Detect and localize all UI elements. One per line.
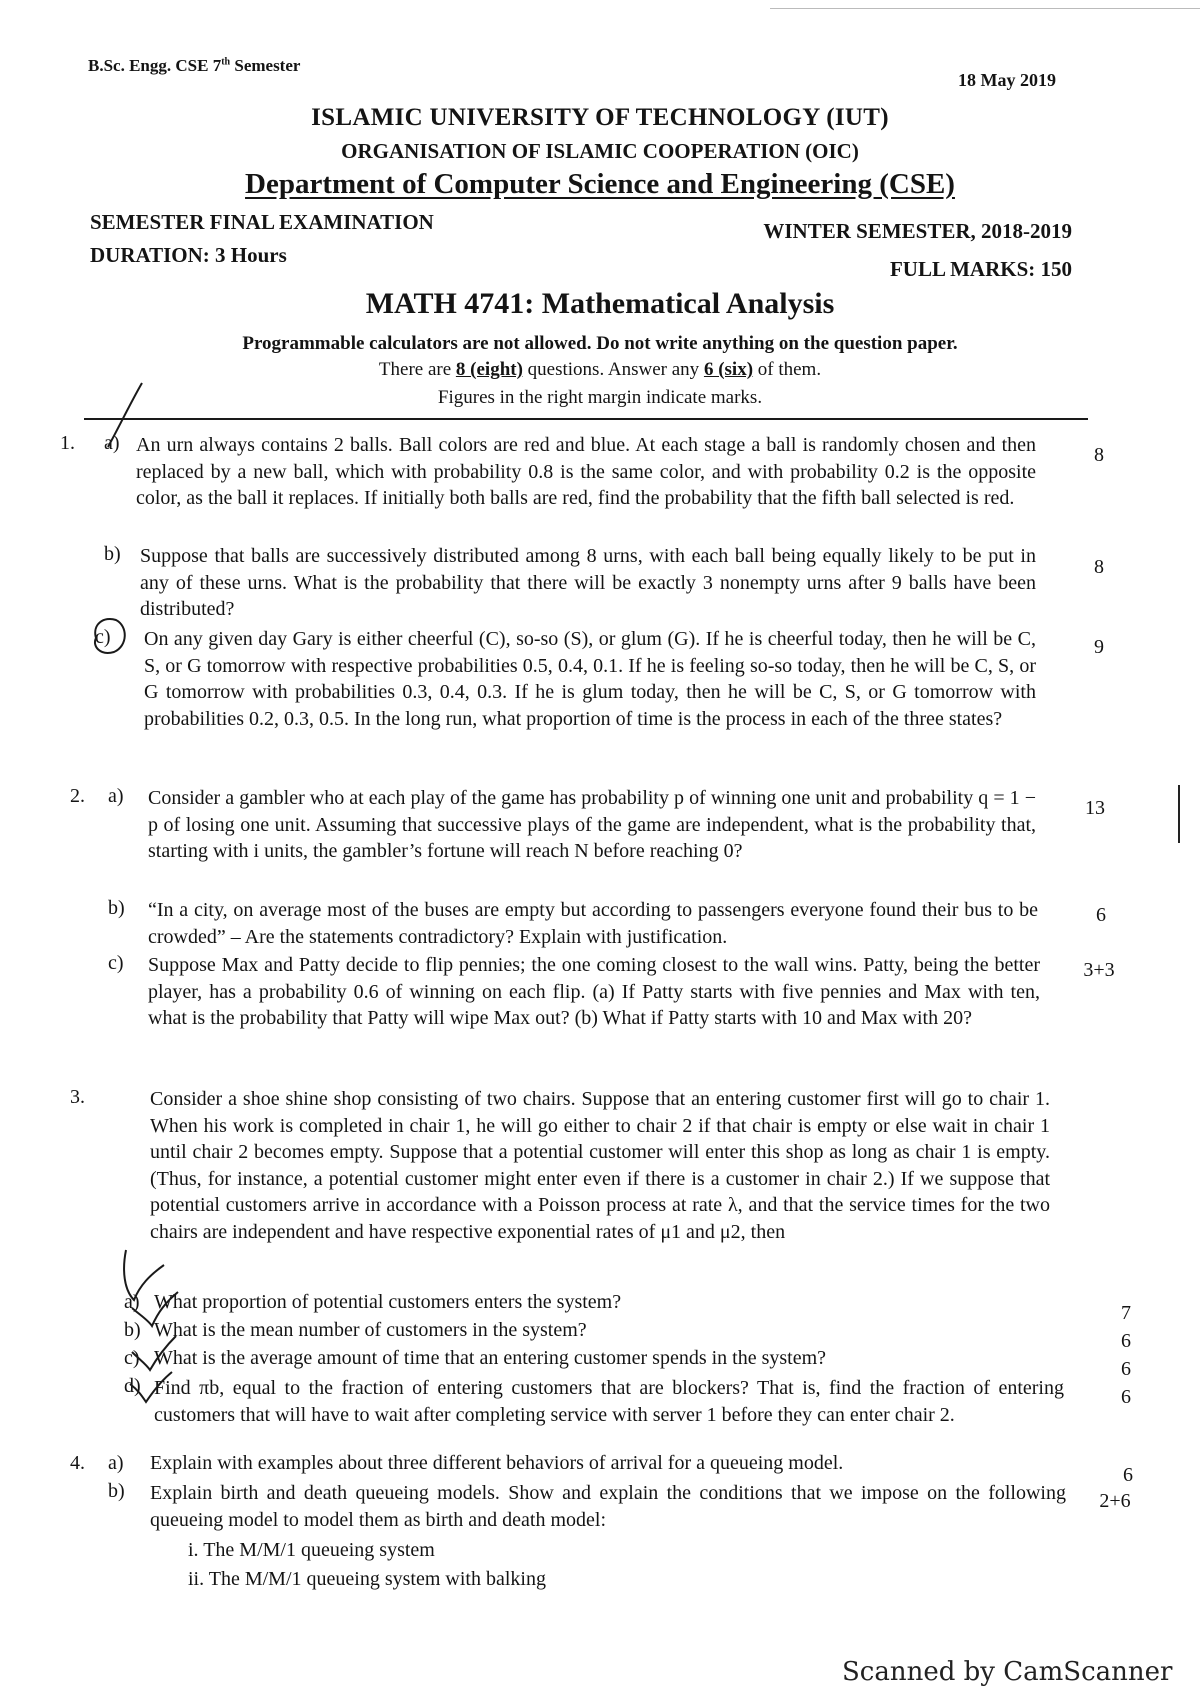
scan-top-edge	[770, 8, 1200, 9]
course-title: MATH 4741: Mathematical Analysis	[365, 287, 835, 320]
department-name: Department of Computer Science and Engineering (CSE)	[245, 168, 955, 200]
part-label: c)	[95, 626, 111, 648]
question-part-text: Suppose Max and Patty decide to flip pennies; the one coming closest to the wall wins. Patty, being the better player, has a probability 0.6 of winning on each flip. (a) If Patty starts with five pennies and Max with ten, what is the probability that Patty will wipe Max out? (b) What if Patty starts with 10 and Max with 20?	[148, 954, 1040, 1029]
part-label: b)	[108, 1480, 125, 1502]
question-marks: 6	[1121, 1358, 1131, 1380]
full-marks: FULL MARKS: 150	[889, 257, 1072, 281]
question-part-text: Explain with examples about three different behaviors of arrival for a queueing model.	[150, 1452, 844, 1474]
course-line-tail: Semester	[230, 56, 301, 75]
question-part-text: What is the average amount of time that an entering customer spends in the system?	[154, 1347, 827, 1369]
instruction-answer-count-e: of them.	[753, 359, 822, 380]
instruction-calculators: Programmable calculators are not allowed. Do not write anything on the question paper.	[242, 333, 958, 354]
sub-item: ii. The M/M/1 queueing system with balking	[188, 1568, 546, 1590]
instruction-answer-count-a: There are	[378, 359, 456, 380]
question-part-text: Consider a gambler who at each play of the game has probability p of winning one unit and probability q = 1 − p of losing one unit. Assuming that successive plays of the game are independent, what is the probability that, starting with i units, the gambler’s fortune will reach N before reaching 0?	[148, 787, 1036, 862]
question-marks: 6	[1096, 904, 1106, 926]
instruction-question-total: 8 (eight)	[455, 359, 523, 380]
part-label: a)	[104, 432, 120, 454]
question-part-text: On any given day Gary is either cheerful (C), so-so (S), or glum (G). If he is cheerful today, then he will be C, S, or G tomorrow with respective probabilities 0.5, 0.4, 0.1. If he is feeling so-so today, then he will be C, S, or G tomorrow with probabilities 0.3, 0.4, 0.3. If he is glum today, then he will be C, S, or G tomorrow with probabilities 0.2, 0.3, 0.5. In the long run, what proportion of time is the process in each of the three states?	[144, 628, 1036, 730]
organisation-name: ORGANISATION OF ISLAMIC COOPERATION (OIC)	[341, 139, 859, 163]
exam-type: SEMESTER FINAL EXAMINATION	[90, 210, 434, 234]
question-marks: 8	[1094, 444, 1104, 466]
question-part-text: Explain birth and death queueing models. Show and explain the conditions that we impose on the following queueing model to model them as birth and death model:	[150, 1482, 1066, 1531]
question-marks: 8	[1094, 556, 1104, 578]
question-part-text: Suppose that balls are successively distributed among 8 urns, with each ball being equally likely to be put in any of these urns. What is the probability that there will be exactly 3 nonempty urns after 9 balls have been distributed?	[140, 545, 1036, 620]
university-name: ISLAMIC UNIVERSITY OF TECHNOLOGY (IUT)	[311, 104, 889, 131]
question-intro-text: Consider a shoe shine shop consisting of two chairs. Suppose that an entering customer first will go to chair 1. When his work is completed in chair 1, he will go either to chair 2 if that chair is empty or else wait in chair 1 until chair 2 becomes empty. Suppose that a potential customer will enter this shop as long as chair 1 is empty. (Thus, for instance, a potential customer might enter even if there is a customer in chair 2.) If we suppose that potential customers arrive in accordance with a Poisson process at rate λ, and that the service times for the two chairs are independent and have respective exponential rates of μ1 and μ2, then	[150, 1088, 1050, 1243]
question-number: 1.	[60, 432, 75, 454]
part-label: b)	[108, 897, 125, 919]
question-marks: 7	[1121, 1302, 1131, 1324]
course-line-sup: th	[221, 56, 231, 68]
part-label: d)	[124, 1375, 141, 1397]
scan-margin-mark	[1178, 785, 1180, 843]
course-line	[88, 56, 300, 76]
question-part-text: An urn always contains 2 balls. Ball colors are red and blue. At each stage a ball is randomly chosen and then replaced by a new ball, which with probability 0.8 is the same color, and with probability 0.2 is the opposite color, as the ball it replaces. If initially both balls are red, find the probability that the fifth ball selected is red.	[136, 434, 1036, 509]
part-label: c)	[108, 952, 124, 974]
question-marks: 2+6	[1099, 1490, 1131, 1512]
part-label: b)	[104, 543, 121, 565]
instruction-answer-count-c: questions. Answer any	[522, 359, 704, 380]
question-number: 3.	[70, 1086, 85, 1108]
part-label: c)	[124, 1347, 140, 1369]
course-line-text: B.Sc. Engg. CSE 7	[88, 56, 222, 75]
question-marks: 13	[1085, 797, 1105, 819]
instruction-marks: Figures in the right margin indicate marks.	[437, 387, 763, 408]
question-part-text: Find πb, equal to the fraction of entering customers that are blockers? That is, find the fraction of entering customers that will have to wait after completing service with server 1 before they can enter chair 2.	[154, 1377, 1064, 1426]
part-label: a)	[124, 1291, 140, 1313]
question-part-text: “In a city, on average most of the buses are empty but according to passengers everyone found their bus to be crowded” – Are the statements contradictory? Explain with justification.	[148, 899, 1038, 948]
scanner-watermark: Scanned by CamScanner	[842, 1657, 1173, 1687]
question-marks: 6	[1121, 1330, 1131, 1352]
part-label: a)	[108, 785, 124, 807]
question-marks: 3+3	[1083, 959, 1115, 981]
semester: WINTER SEMESTER, 2018-2019	[763, 219, 1072, 243]
question-part-text: What is the mean number of customers in the system?	[154, 1319, 587, 1341]
sub-item: i. The M/M/1 queueing system	[188, 1539, 435, 1561]
part-label: a)	[108, 1452, 124, 1474]
question-marks: 6	[1123, 1464, 1133, 1486]
header-rule	[84, 418, 1088, 420]
instruction-answer-count	[0, 359, 1200, 381]
question-number: 4.	[70, 1452, 85, 1474]
part-label: b)	[124, 1319, 141, 1341]
instruction-answer-required: 6 (six)	[703, 359, 754, 380]
question-number: 2.	[70, 785, 85, 807]
exam-date: 18 May 2019	[958, 70, 1056, 90]
question-part-text: What proportion of potential customers enters the system?	[154, 1291, 622, 1313]
exam-duration: DURATION: 3 Hours	[90, 243, 287, 267]
question-marks: 6	[1121, 1386, 1131, 1408]
question-marks: 9	[1094, 636, 1104, 658]
